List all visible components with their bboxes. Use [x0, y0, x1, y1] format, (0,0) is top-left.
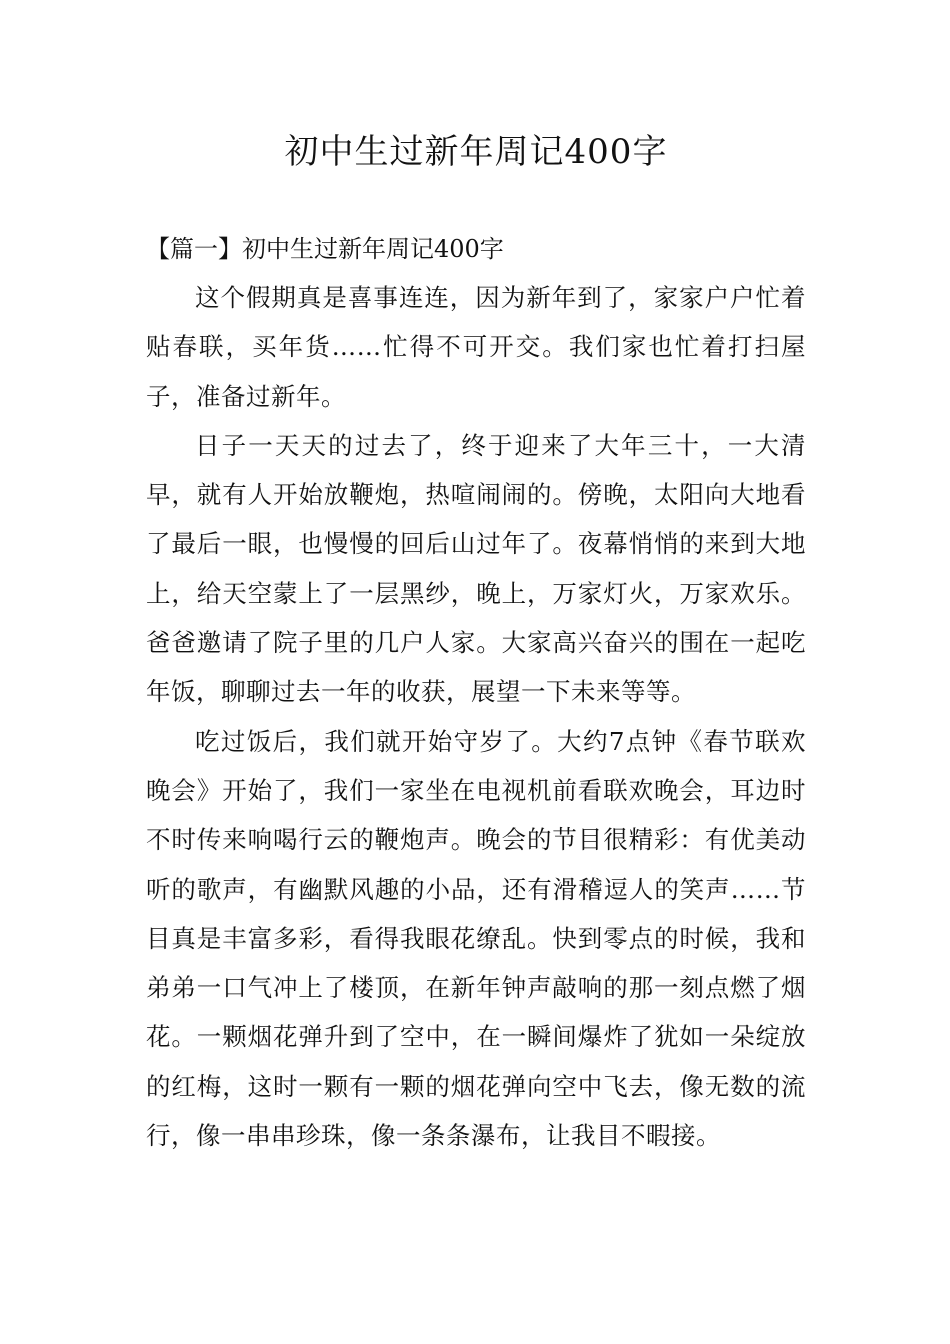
- paragraph: 日子一天天的过去了，终于迎来了大年三十，一大清早，就有人开始放鞭炮，热喧闹闹的。傍晚，太阳向大地看了最后一眼，也慢慢的回后山过年了。夜幕悄悄的来到大地上，给天空蒙上了一层黑纱，晚上，万家灯火，万家欢乐。爸爸邀请了院子里的几户人家。大家高兴奋兴的围在一起吃年饭，聊聊过去一年的收获，展望一下未来等等。: [146, 430, 806, 707]
- document-body: [146, 273, 806, 1160]
- document-title: 初中生过新年周记400字: [284, 132, 668, 172]
- paragraph: 吃过饭后，我们就开始守岁了。大约7点钟《春节联欢晚会》开始了，我们一家坐在电视机前看联欢晚会，耳边时不时传来响喝行云的鞭炮声。晚会的节目很精彩：有优美动听的歌声，有幽默风趣的小品，还有滑稽逗人的笑声……节目真是丰富多彩，看得我眼花缭乱。快到零点的时候，我和弟弟一口气冲上了楼顶，在新年钟声敲响的那一刻点燃了烟花。一颗烟花弹升到了空中，在一瞬间爆炸了犹如一朵绽放的红梅，这时一颗有一颗的烟花弹向空中飞去，像无数的流行，像一串串珍珠，像一条条瀑布，让我目不暇接。: [146, 726, 806, 1151]
- paragraph: 这个假期真是喜事连连，因为新年到了，家家户户忙着贴春联，买年货……忙得不可开交。我们家也忙着打扫屋子，准备过新年。: [146, 283, 806, 411]
- section-heading: 【篇一】初中生过新年周记400字: [146, 235, 504, 263]
